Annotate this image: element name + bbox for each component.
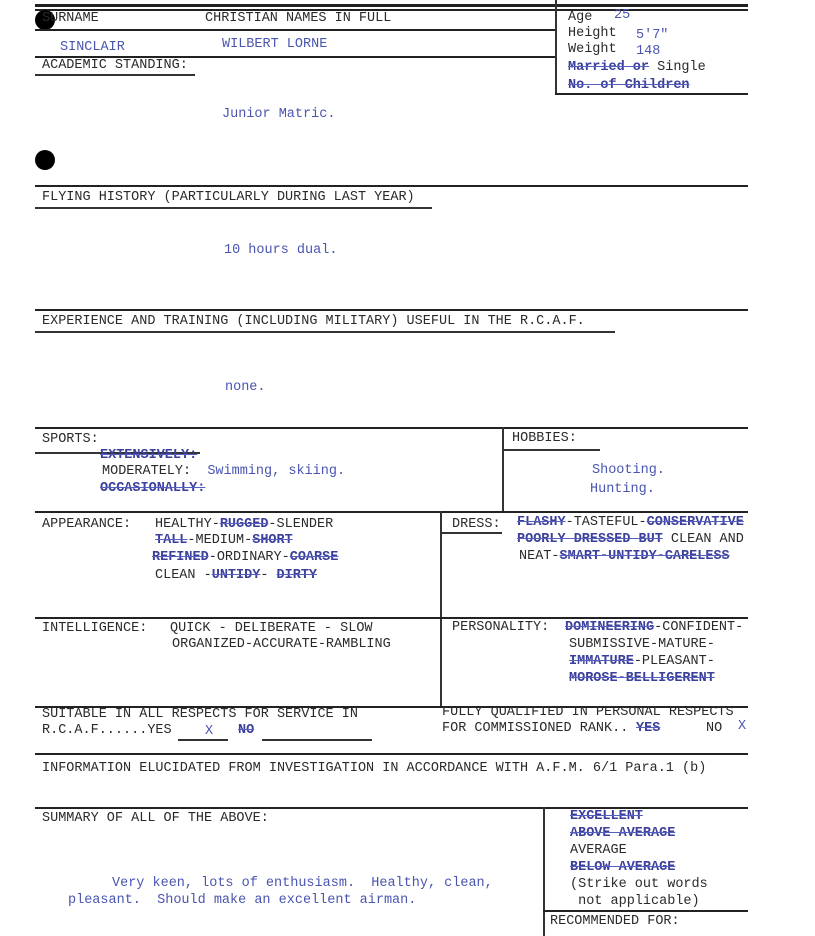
commission-line: FULLY QUALIFIED IN PERSONAL RESPECTS [442, 705, 734, 720]
dress-option: CLEAN AND [662, 532, 744, 547]
hobbies-label: HOBBIES: [512, 431, 577, 446]
rule [35, 309, 748, 311]
personality-struck: -BELLIGERENT [617, 671, 715, 686]
academic-value: Junior Matric. [222, 107, 336, 122]
flying-history-value: 10 hours dual. [224, 243, 338, 258]
rule [35, 185, 748, 187]
personality-struck: IMMATURE [569, 654, 634, 669]
experience-label: EXPERIENCE AND TRAINING (INCLUDING MILITARY) USEFUL IN THE R.C.A.F. [42, 314, 585, 329]
rule [35, 331, 615, 333]
appearance-struck: DIRTY [276, 568, 318, 583]
sports-occasionally-struck: OCCASIONALLY: [100, 481, 206, 496]
rule [440, 532, 502, 534]
age-label: Age [568, 10, 593, 25]
personality-struck: MOROSE [569, 671, 618, 686]
flying-history-label: FLYING HISTORY (PARTICULARLY DURING LAST YEAR) [42, 190, 415, 205]
rule [35, 427, 748, 429]
personality-label: PERSONALITY: [452, 620, 550, 635]
christian-names-value: WILBERT LORNE [222, 37, 328, 52]
weight-label: Weight [568, 42, 617, 57]
rule [35, 29, 555, 31]
appearance-struck: SHORT [252, 533, 293, 548]
age-value: 25 [614, 8, 631, 23]
rule [35, 74, 195, 76]
sports-label: SPORTS: [42, 432, 99, 447]
hobby-item: Hunting. [590, 482, 655, 497]
summary-text: Very keen, lots of enthusiasm. Healthy, clean, [112, 876, 493, 891]
suitable-line: R.C.A.F......YES [42, 723, 172, 738]
academic-label: ACADEMIC STANDING: [42, 58, 188, 73]
experience-value: none. [225, 380, 266, 395]
marital-status: Single [657, 60, 706, 75]
dress-option: NEAT- [519, 549, 560, 564]
rule [262, 739, 372, 741]
weight-value: 148 [636, 44, 661, 59]
summary-label: SUMMARY OF ALL OF THE ABOVE: [42, 811, 269, 826]
dress-struck: CONSERVATIVE [646, 515, 744, 530]
appearance-struck: UNTIDY [211, 568, 261, 583]
intelligence-line: QUICK - DELIBERATE - SLOW [170, 621, 373, 636]
sports-moderately-value: Swimming, skiing. [207, 464, 346, 479]
married-struck: Married or [568, 60, 650, 75]
personality-struck: DOMINEERING [565, 620, 655, 635]
appearance-option: -ORDINARY- [208, 550, 290, 565]
rule [35, 511, 748, 513]
appearance-label: APPEARANCE: [42, 517, 132, 532]
appearance-struck: REFINED [152, 550, 209, 565]
appearance-option: -MEDIUM- [187, 533, 253, 548]
appearance-option: -SLENDER [268, 517, 334, 532]
suitable-line: SUITABLE IN ALL RESPECTS FOR SERVICE IN [42, 707, 358, 722]
appearance-option: - [260, 568, 277, 583]
dress-struck: POORLY DRESSED BUT [517, 532, 663, 547]
divider [502, 427, 504, 512]
divider [543, 807, 545, 936]
commission-yes-struck: YES [636, 721, 661, 736]
rating-excellent-struck: EXCELLENT [570, 809, 643, 824]
rule [35, 753, 748, 755]
personality-option: -PLEASANT- [633, 654, 715, 669]
appearance-struck: RUGGED [219, 517, 269, 532]
appearance-struck: TALL [155, 533, 188, 548]
sports-extensively-struck: EXTENSIVELY: [100, 448, 198, 463]
rule [35, 617, 748, 619]
hobby-item: Shooting. [592, 463, 665, 478]
commission-no-mark: X [738, 719, 747, 734]
commission-no: NO [706, 721, 723, 736]
appearance-option: CLEAN - [155, 568, 212, 583]
sports-moderately-label: MODERATELY: [102, 464, 192, 479]
information-line: INFORMATION ELUCIDATED FROM INVESTIGATION IN ACCORDANCE WITH A.F.M. 6/1 Para.1 (b) [42, 761, 707, 776]
height-label: Height [568, 26, 617, 41]
christian-names-label: CHRISTIAN NAMES IN FULL [205, 11, 392, 26]
children-struck: No. of Children [568, 78, 690, 93]
divider [555, 0, 557, 94]
rating-below-struck: BELOW AVERAGE [570, 860, 676, 875]
personality-option: SUBMISSIVE-MATURE- [569, 637, 715, 652]
dress-struck: SMART-UNTIDY-CARELESS [559, 549, 730, 564]
rule [178, 739, 228, 741]
intelligence-label: INTELLIGENCE: [42, 621, 148, 636]
rule [543, 910, 748, 912]
rule [35, 9, 748, 11]
intelligence-line: ORGANIZED-ACCURATE-RAMBLING [172, 637, 391, 652]
rating-note: not applicable) [570, 894, 700, 909]
punch-hole [35, 150, 55, 170]
dress-label: DRESS: [452, 517, 501, 532]
dress-struck: FLASHY [517, 515, 566, 530]
suitable-yes-mark: X [205, 724, 214, 739]
appearance-option: HEALTHY- [155, 517, 220, 532]
divider [440, 511, 442, 706]
recommended-label: RECOMMENDED FOR: [550, 914, 680, 929]
summary-text: pleasant. Should make an excellent airman. [68, 893, 417, 908]
rule [502, 449, 600, 451]
commission-line: FOR COMMISSIONED RANK.. [442, 721, 629, 736]
rule [35, 4, 748, 7]
rule [555, 93, 748, 95]
rating-above-struck: ABOVE AVERAGE [570, 826, 676, 841]
personality-option: -CONFIDENT- [654, 620, 744, 635]
surname-value: SINCLAIR [60, 40, 125, 55]
height-value: 5'7" [636, 28, 669, 43]
appearance-struck: COARSE [289, 550, 339, 565]
suitable-no-struck: NO [238, 723, 255, 738]
rule [35, 207, 432, 209]
surname-label: SURNAME [42, 11, 99, 26]
dress-option: -TASTEFUL- [565, 515, 647, 530]
rating-average: AVERAGE [570, 843, 627, 858]
rating-note: (Strike out words [570, 877, 708, 892]
